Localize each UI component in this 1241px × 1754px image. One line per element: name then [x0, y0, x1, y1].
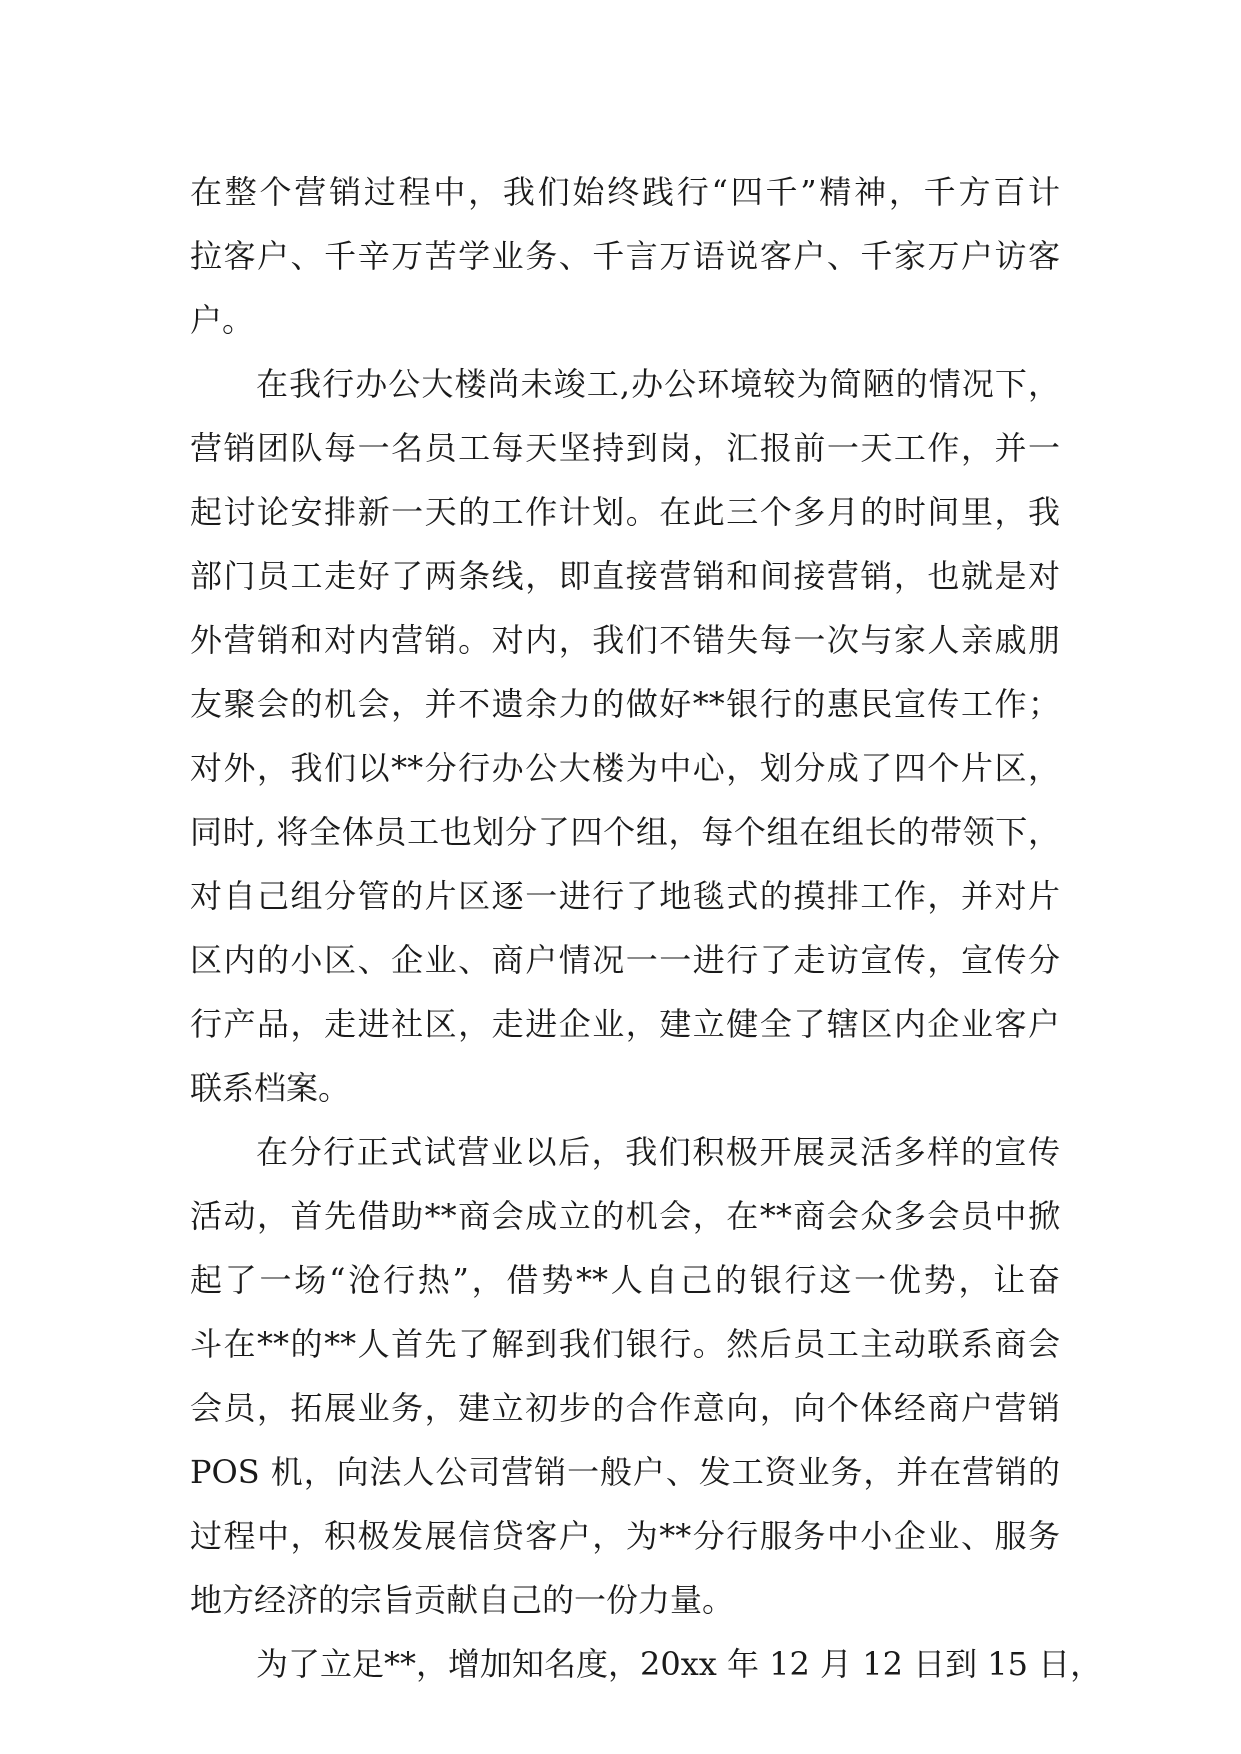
text-line: 营销团队每一名员工每天坚持到岗，汇报前一天工作，并一: [190, 429, 1060, 467]
text-line: 过程中，积极发展信贷客户，为**分行服务中小企业、服务: [190, 1517, 1060, 1555]
text-line: 在分行正式试营业以后，我们积极开展灵活多样的宣传: [256, 1133, 1060, 1171]
text-line: 同时, 将全体员工也划分了四个组，每个组在组长的带领下，: [190, 813, 1060, 851]
text-line: 友聚会的机会，并不遗余力的做好**银行的惠民宣传工作；: [190, 685, 1060, 723]
text-line: 斗在**的**人首先了解到我们银行。然后员工主动联系商会: [190, 1325, 1060, 1363]
text-line: 部门员工走好了两条线，即直接营销和间接营销，也就是对: [190, 557, 1060, 595]
text-line: 户。: [190, 301, 255, 339]
text-line: 联系档案。: [190, 1069, 351, 1107]
paragraph: [190, 352, 1060, 1120]
text-line: 拉客户、千辛万苦学业务、千言万语说客户、千家万户访客: [190, 237, 1060, 275]
text-line: 为了立足**，增加知名度，20xx 年 12 月 12 日到 15 日，: [256, 1645, 1103, 1683]
body-text: [190, 160, 1103, 1696]
text-line: 外营销和对内营销。对内，我们不错失每一次与家人亲戚朋: [190, 621, 1060, 659]
text-line: 会员，拓展业务，建立初步的合作意向，向个体经商户营销: [190, 1389, 1060, 1427]
text-line: 活动，首先借助**商会成立的机会，在**商会众多会员中掀: [190, 1197, 1060, 1235]
text-line: 区内的小区、企业、商户情况一一进行了走访宣传，宣传分: [190, 941, 1060, 979]
text-line: 对自己组分管的片区逐一进行了地毯式的摸排工作，并对片: [190, 877, 1060, 915]
text-line: 在整个营销过程中，我们始终践行“四千”精神，千方百计: [190, 173, 1060, 211]
paragraph: [190, 1632, 1103, 1696]
text-line: 在我行办公大楼尚未竣工,办公环境较为简陋的情况下，: [256, 365, 1060, 403]
text-line: 对外，我们以**分行办公大楼为中心，划分成了四个片区，: [190, 749, 1060, 787]
text-line: POS 机，向法人公司营销一般户、发工资业务，并在营销的: [190, 1453, 1060, 1491]
text-line: 地方经济的宗旨贡献自己的一份力量。: [190, 1581, 735, 1619]
paragraph: [190, 160, 1060, 352]
text-line: 行产品，走进社区，走进企业，建立健全了辖区内企业客户: [190, 1005, 1060, 1043]
text-line: 起讨论安排新一天的工作计划。在此三个多月的时间里，我: [190, 493, 1060, 531]
paragraph: [190, 1120, 1060, 1632]
text-line: 起了一场“沧行热”，借势**人自己的银行这一优势，让奋: [190, 1261, 1060, 1299]
